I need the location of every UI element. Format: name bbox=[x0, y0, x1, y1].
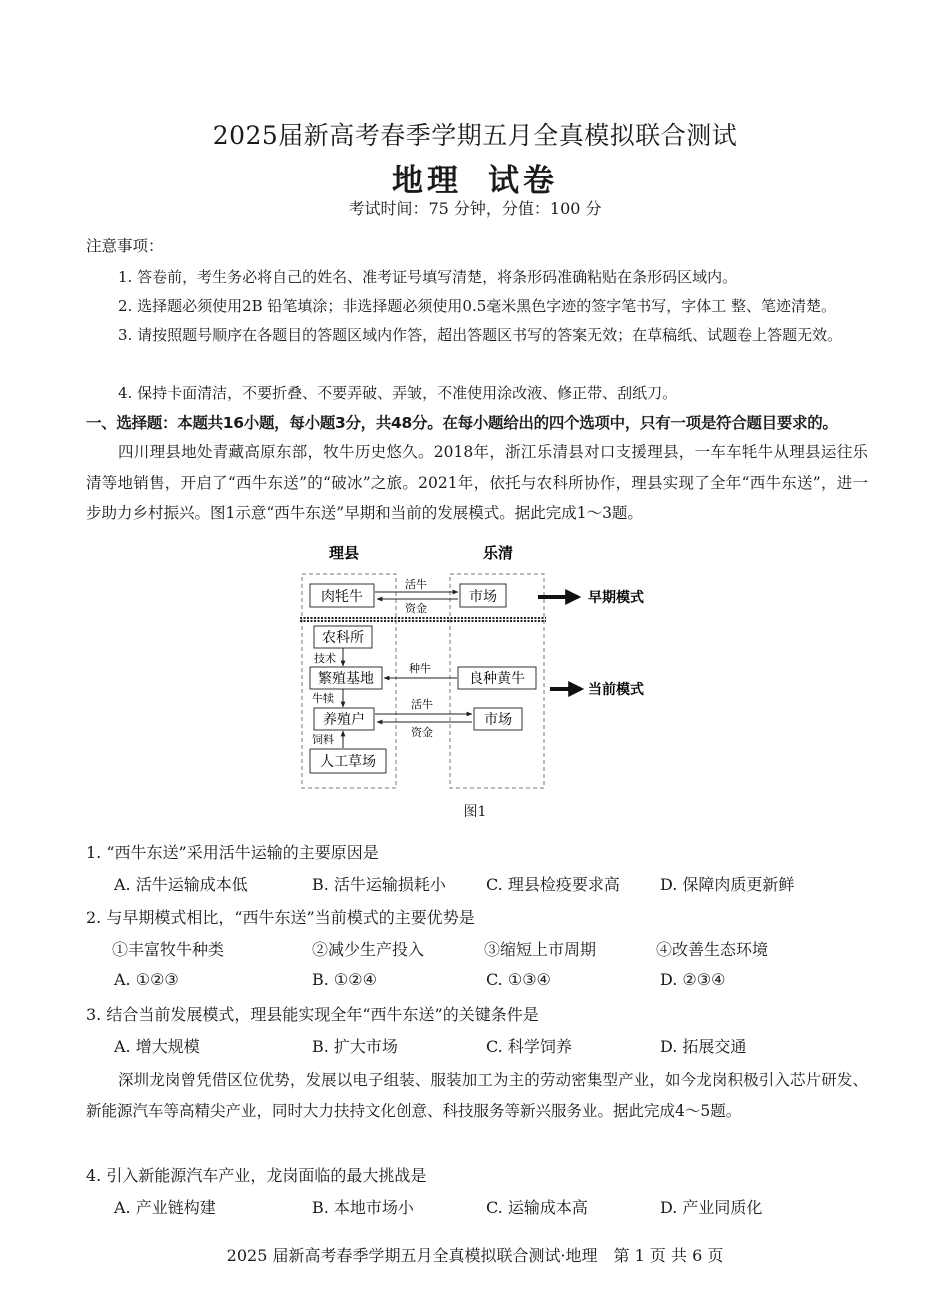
paper-label: 试卷 bbox=[488, 163, 558, 199]
edge-calves: 牛犊 bbox=[312, 692, 334, 705]
notice-item-2: 2. 选择题必须使用2B 铅笔填涂；非选择题必须使用0.5毫米黑色字迹的签字笔书写，字体工 整、笔迹清楚。 bbox=[118, 297, 837, 315]
q3-option-c[interactable]: C. 科学饲养 bbox=[486, 1037, 572, 1056]
q3-option-d[interactable]: D. 拓展交通 bbox=[660, 1037, 747, 1056]
question-2: 2. 与早期模式相比，“西牛东送”当前模式的主要优势是 bbox=[86, 908, 475, 927]
edge-live-cattle-early: 活牛 bbox=[405, 578, 427, 591]
q2-option-c[interactable]: C. ①③④ bbox=[486, 970, 551, 989]
notice-item-4: 4. 保持卡面清洁，不要折叠、不要弄破、弄皱，不准使用涂改液、修正带、刮纸刀。 bbox=[118, 384, 678, 402]
early-mode-label: 早期模式 bbox=[588, 590, 644, 606]
q1-option-c[interactable]: C. 理县检疫要求高 bbox=[486, 875, 620, 894]
q2-item-3: ③缩短上市周期 bbox=[484, 940, 597, 959]
q4-option-a[interactable]: A. 产业链构建 bbox=[114, 1198, 216, 1217]
node-yak-label: 肉牦牛 bbox=[321, 589, 363, 605]
edge-tech: 技术 bbox=[314, 652, 336, 665]
figure-caption: 图1 bbox=[463, 804, 487, 820]
node-market-early-label: 市场 bbox=[469, 589, 497, 605]
exam-title: 2025届新高考春季学期五月全真模拟联合测试 bbox=[212, 121, 738, 150]
subject-heading bbox=[0, 155, 950, 200]
q1-option-d[interactable]: D. 保障肉质更新鲜 bbox=[660, 875, 795, 894]
node-institute-label: 农科所 bbox=[322, 630, 364, 646]
edge-funds-now: 资金 bbox=[411, 726, 433, 739]
q2-option-a[interactable]: A. ①②③ bbox=[114, 970, 179, 989]
node-farmer-label: 养殖户 bbox=[323, 712, 365, 728]
edge-live-cattle-now: 活牛 bbox=[411, 698, 433, 711]
node-grassland-label: 人工草场 bbox=[320, 754, 376, 770]
edge-feed: 饲料 bbox=[312, 733, 334, 746]
label-lixian: 理县 bbox=[328, 544, 360, 562]
q2-item-4: ④改善生态环境 bbox=[656, 940, 769, 959]
edge-breed-cattle: 种牛 bbox=[409, 662, 431, 675]
page-footer: 2025 届新高考春季学期五月全真模拟联合测试·地理 第 1 页 共 6 页 bbox=[226, 1246, 724, 1265]
q1-option-a[interactable]: A. 活牛运输成本低 bbox=[114, 875, 248, 894]
edge-funds-early: 资金 bbox=[405, 602, 427, 615]
node-yellow-cattle-label: 良种黄牛 bbox=[469, 671, 525, 687]
question-3: 3. 结合当前发展模式，理县能实现全年“西牛东送”的关键条件是 bbox=[86, 1005, 539, 1024]
node-breeding-base-label: 繁殖基地 bbox=[318, 671, 374, 687]
label-yueqing: 乐清 bbox=[482, 544, 514, 562]
node-market-now-label: 市场 bbox=[484, 712, 512, 728]
q1-option-b[interactable]: B. 活牛运输损耗小 bbox=[312, 875, 446, 894]
passage-2: 深圳龙岗曾凭借区位优势，发展以电子组装、服装加工为主的劳动密集型产业，如今龙岗积极引入芯片研发、新能源汽车等高精尖产业，同时大力扶持文化创意、科技服务等新兴服务业。据此完成4～5题。 bbox=[86, 1071, 868, 1120]
current-mode-label: 当前模式 bbox=[588, 682, 644, 698]
question-1: 1. “西牛东送”采用活牛运输的主要原因是 bbox=[86, 843, 379, 862]
notice-heading: 注意事项： bbox=[86, 237, 164, 255]
exam-meta: 考试时间：75 分钟，分值：100 分 bbox=[348, 199, 602, 218]
q2-item-2: ②减少生产投入 bbox=[312, 940, 425, 959]
notice-item-3: 3. 请按照题号顺序在各题目的答题区域内作答，超出答题区书写的答案无效；在草稿纸、试题卷上答题无效。 bbox=[118, 326, 843, 344]
q4-option-b[interactable]: B. 本地市场小 bbox=[312, 1198, 414, 1217]
figure-1-diagram bbox=[298, 540, 670, 795]
q2-option-b[interactable]: B. ①②④ bbox=[312, 970, 377, 989]
q2-option-d[interactable]: D. ②③④ bbox=[660, 970, 726, 989]
subject-name: 地理 bbox=[392, 163, 462, 199]
section-heading: 一、选择题：本题共16小题，每小题3分，共48分。在每小题给出的四个选项中，只有一项是符合题目要求的。 bbox=[86, 414, 838, 432]
passage-1: 四川理县地处青藏高原东部，牧牛历史悠久。2018年，浙江乐清县对口支援理县，一车车牦牛从理县运往乐清等地销售，开启了“西牛东送”的“破冰”之旅。2021年，依托与农科所协作，理县实现了全年“西牛东送”，进一步助力乡村振兴。图1示意“西牛东送”早期和当前的发展模式。据此完成1～3题。 bbox=[86, 443, 868, 522]
q4-option-d[interactable]: D. 产业同质化 bbox=[660, 1198, 763, 1217]
notice-item-1: 1. 答卷前，考生务必将自己的姓名、准考证号填写清楚，将条形码准确粘贴在条形码区域内。 bbox=[118, 268, 738, 286]
question-4: 4. 引入新能源汽车产业，龙岗面临的最大挑战是 bbox=[86, 1166, 427, 1185]
q4-option-c[interactable]: C. 运输成本高 bbox=[486, 1198, 588, 1217]
q3-option-a[interactable]: A. 增大规模 bbox=[114, 1037, 200, 1056]
q2-item-1: ①丰富牧牛种类 bbox=[112, 940, 225, 959]
q3-option-b[interactable]: B. 扩大市场 bbox=[312, 1037, 398, 1056]
